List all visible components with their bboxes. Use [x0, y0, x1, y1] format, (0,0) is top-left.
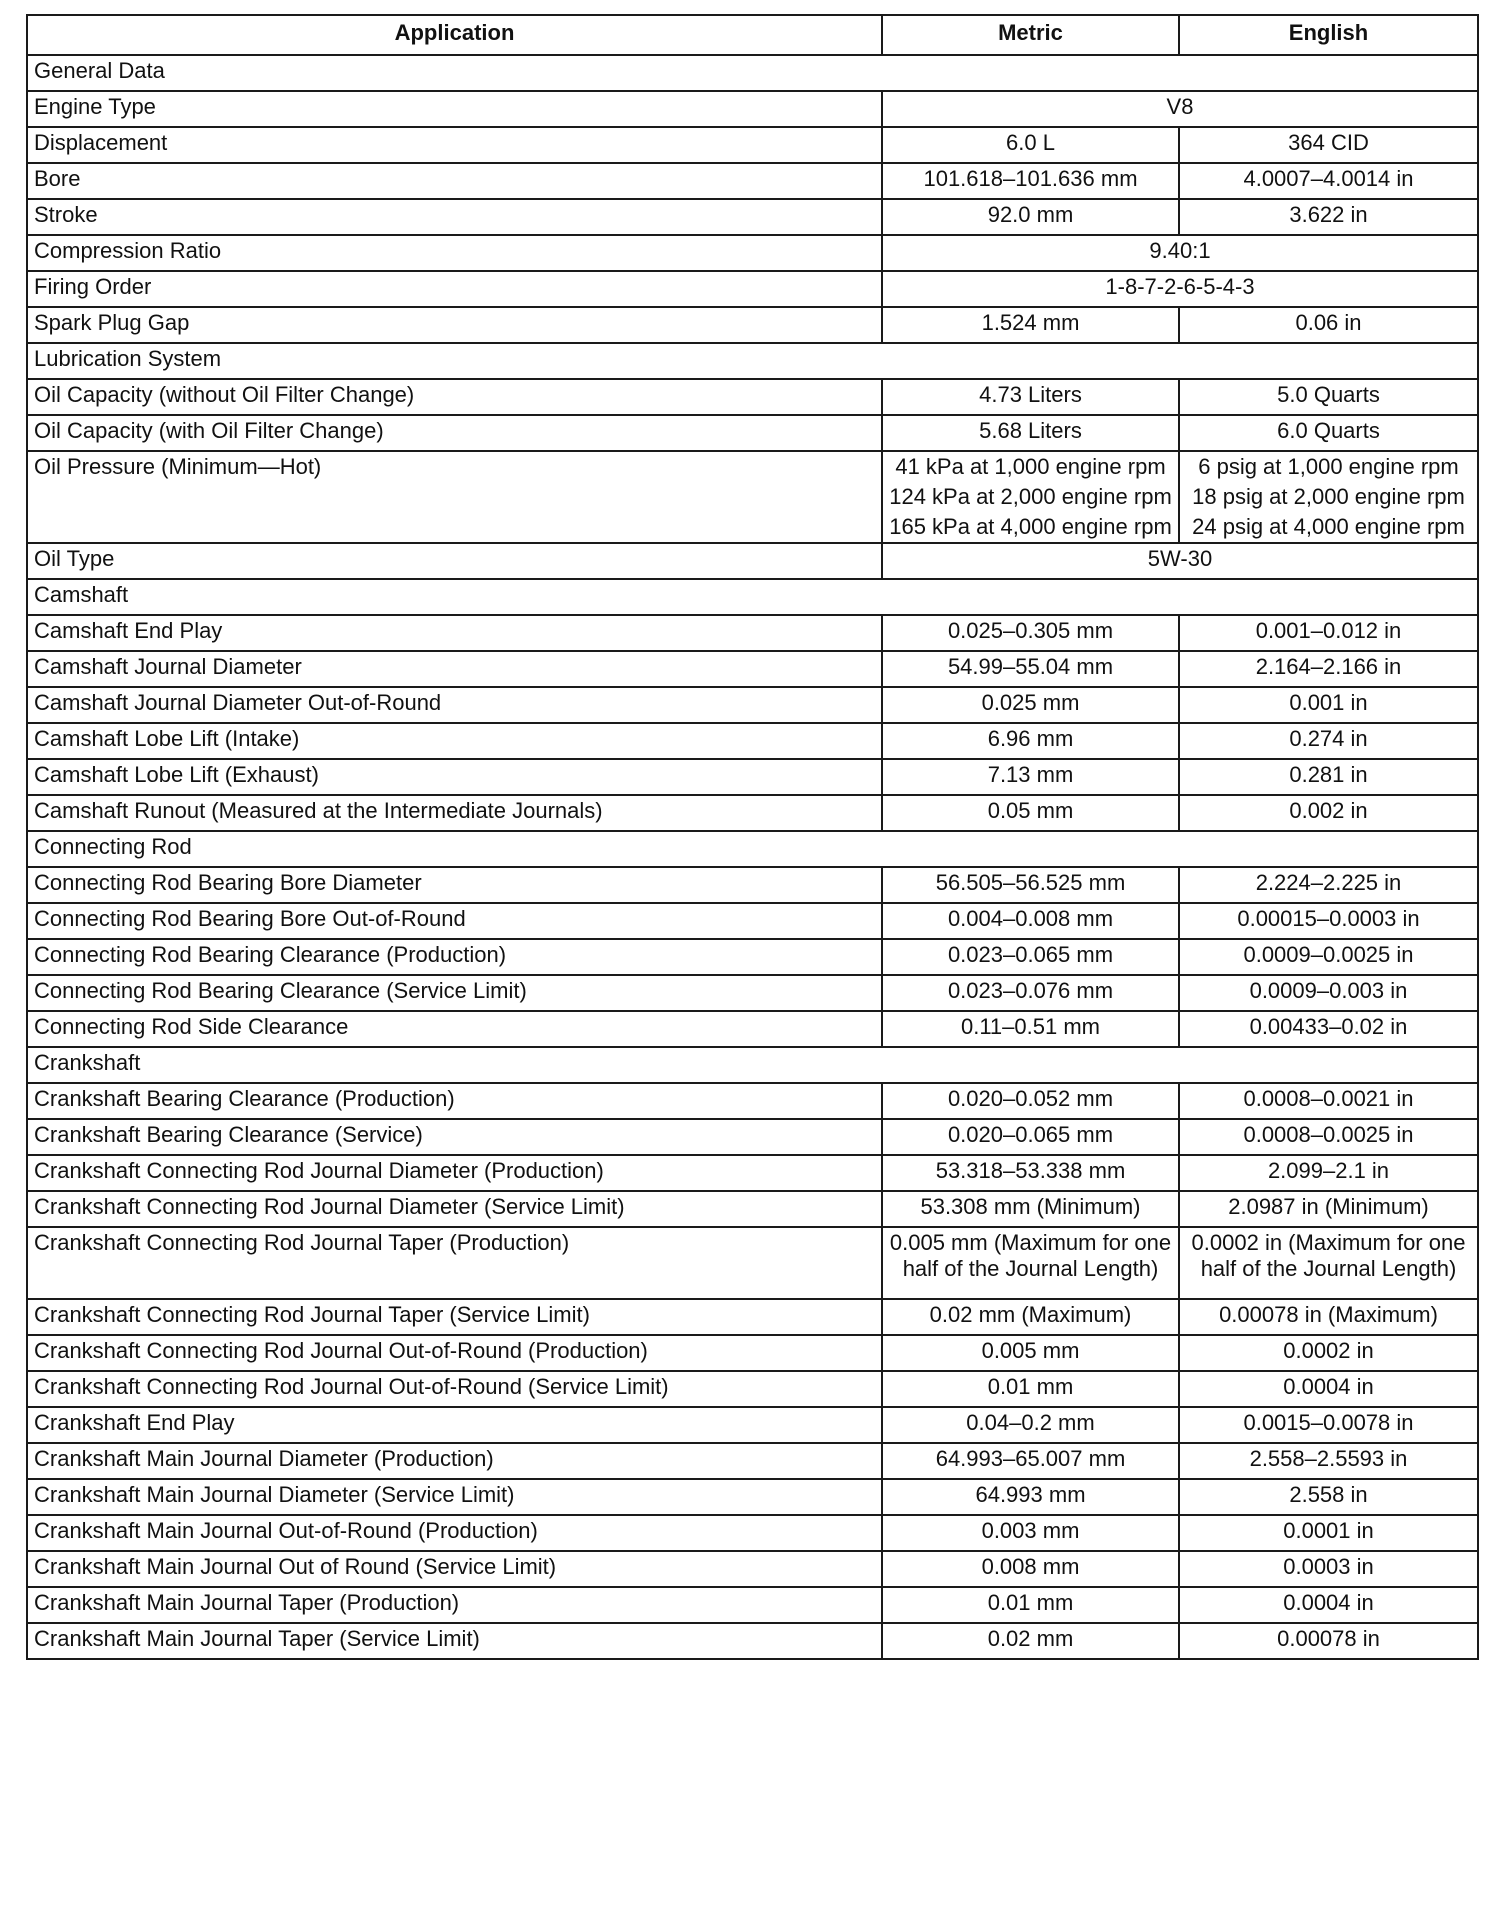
table-row [27, 795, 1478, 831]
metric-cell: 64.993–65.007 mm [882, 1443, 1179, 1479]
application-cell: Camshaft Journal Diameter [27, 651, 882, 687]
metric-cell: 64.993 mm [882, 1479, 1179, 1515]
english-cell: 0.0002 in [1179, 1335, 1478, 1371]
shared-value-cell: 1-8-7-2-6-5-4-3 [882, 271, 1478, 307]
english-cell: 3.622 in [1179, 199, 1478, 235]
english-cell: 0.002 in [1179, 795, 1478, 831]
english-cell: 4.0007–4.0014 in [1179, 163, 1478, 199]
shared-value-cell: 9.40:1 [882, 235, 1478, 271]
section-row [27, 579, 1478, 615]
application-cell: Stroke [27, 199, 882, 235]
english-cell: 2.558 in [1179, 1479, 1478, 1515]
metric-cell: 56.505–56.525 mm [882, 867, 1179, 903]
table-row [27, 1623, 1478, 1659]
application-cell: Crankshaft Main Journal Diameter (Service Limit) [27, 1479, 882, 1515]
metric-cell: 6.0 L [882, 127, 1179, 163]
metric-cell: 0.05 mm [882, 795, 1179, 831]
table-row [27, 651, 1478, 687]
metric-cell: 0.008 mm [882, 1551, 1179, 1587]
metric-cell: 6.96 mm [882, 723, 1179, 759]
table-row [27, 1407, 1478, 1443]
section-row [27, 55, 1478, 91]
table-row [27, 1191, 1478, 1227]
metric-cell: 0.11–0.51 mm [882, 1011, 1179, 1047]
metric-cell: 0.01 mm [882, 1371, 1179, 1407]
table-row [27, 975, 1478, 1011]
header-english: English [1179, 15, 1478, 55]
application-cell: Crankshaft Connecting Rod Journal Diameter (Production) [27, 1155, 882, 1191]
english-cell: 0.001 in [1179, 687, 1478, 723]
metric-cell: 0.005 mm (Maximum for one half of the Journal Length) [882, 1227, 1179, 1299]
english-cell: 0.274 in [1179, 723, 1478, 759]
table-row [27, 379, 1478, 415]
english-value: 18 psig at 2,000 engine rpm [1192, 484, 1465, 509]
metric-cell: 53.308 mm (Minimum) [882, 1191, 1179, 1227]
metric-cell: 0.023–0.076 mm [882, 975, 1179, 1011]
table-row [27, 903, 1478, 939]
metric-value: 41 kPa at 1,000 engine rpm [895, 454, 1166, 479]
application-cell: Crankshaft Connecting Rod Journal Taper (Production) [27, 1227, 882, 1299]
application-cell: Spark Plug Gap [27, 307, 882, 343]
application-cell: Connecting Rod Bearing Clearance (Production) [27, 939, 882, 975]
table-row [27, 415, 1478, 451]
english-cell: 0.281 in [1179, 759, 1478, 795]
english-cell [1179, 451, 1478, 543]
application-cell: Engine Type [27, 91, 882, 127]
english-value: 24 psig at 4,000 engine rpm [1192, 514, 1465, 539]
english-cell: 0.0009–0.0025 in [1179, 939, 1478, 975]
application-cell: Connecting Rod Side Clearance [27, 1011, 882, 1047]
application-cell: Oil Type [27, 543, 882, 579]
metric-cell: 0.005 mm [882, 1335, 1179, 1371]
application-cell: Crankshaft Connecting Rod Journal Diameter (Service Limit) [27, 1191, 882, 1227]
metric-cell: 5.68 Liters [882, 415, 1179, 451]
table-row [27, 199, 1478, 235]
section-title: Camshaft [27, 579, 1478, 615]
table-row [27, 307, 1478, 343]
header-metric: Metric [882, 15, 1179, 55]
table-row [27, 543, 1478, 579]
application-cell: Crankshaft Main Journal Diameter (Production) [27, 1443, 882, 1479]
english-cell: 0.0009–0.003 in [1179, 975, 1478, 1011]
application-cell: Oil Capacity (without Oil Filter Change) [27, 379, 882, 415]
table-row [27, 1083, 1478, 1119]
table-row [27, 1299, 1478, 1335]
table-row [27, 723, 1478, 759]
application-cell: Crankshaft Connecting Rod Journal Out-of-Round (Service Limit) [27, 1371, 882, 1407]
table-row [27, 451, 1478, 543]
application-cell: Crankshaft Connecting Rod Journal Taper (Service Limit) [27, 1299, 882, 1335]
table-row [27, 1119, 1478, 1155]
section-title: General Data [27, 55, 1478, 91]
english-value: 6 psig at 1,000 engine rpm [1198, 454, 1459, 479]
table-row [27, 615, 1478, 651]
table-row [27, 1443, 1478, 1479]
section-title: Lubrication System [27, 343, 1478, 379]
english-cell: 0.06 in [1179, 307, 1478, 343]
application-cell: Bore [27, 163, 882, 199]
metric-cell: 7.13 mm [882, 759, 1179, 795]
application-cell: Connecting Rod Bearing Clearance (Service Limit) [27, 975, 882, 1011]
english-cell: 0.00433–0.02 in [1179, 1011, 1478, 1047]
metric-value: 165 kPa at 4,000 engine rpm [889, 514, 1172, 539]
table-row [27, 163, 1478, 199]
table-row [27, 759, 1478, 795]
application-cell: Camshaft End Play [27, 615, 882, 651]
application-cell: Oil Pressure (Minimum—Hot) [27, 451, 882, 543]
metric-cell: 0.01 mm [882, 1587, 1179, 1623]
metric-cell: 54.99–55.04 mm [882, 651, 1179, 687]
english-cell: 0.00078 in (Maximum) [1179, 1299, 1478, 1335]
application-cell: Connecting Rod Bearing Bore Out-of-Round [27, 903, 882, 939]
header-application: Application [27, 15, 882, 55]
english-cell: 2.224–2.225 in [1179, 867, 1478, 903]
section-row [27, 1047, 1478, 1083]
metric-cell: 0.003 mm [882, 1515, 1179, 1551]
section-title: Crankshaft [27, 1047, 1478, 1083]
metric-cell: 0.023–0.065 mm [882, 939, 1179, 975]
header-row [27, 15, 1478, 55]
metric-cell: 0.025–0.305 mm [882, 615, 1179, 651]
table-row [27, 1479, 1478, 1515]
application-cell: Camshaft Lobe Lift (Exhaust) [27, 759, 882, 795]
english-cell: 0.0008–0.0021 in [1179, 1083, 1478, 1119]
english-cell: 0.0001 in [1179, 1515, 1478, 1551]
shared-value-cell: 5W-30 [882, 543, 1478, 579]
english-cell: 0.00078 in [1179, 1623, 1478, 1659]
metric-cell: 1.524 mm [882, 307, 1179, 343]
english-cell: 2.558–2.5593 in [1179, 1443, 1478, 1479]
engine-spec-table [26, 14, 1479, 1660]
table-row [27, 91, 1478, 127]
application-cell: Crankshaft End Play [27, 1407, 882, 1443]
metric-cell: 101.618–101.636 mm [882, 163, 1179, 199]
metric-cell: 0.004–0.008 mm [882, 903, 1179, 939]
english-cell: 2.099–2.1 in [1179, 1155, 1478, 1191]
english-cell: 0.0004 in [1179, 1587, 1478, 1623]
english-cell: 0.0008–0.0025 in [1179, 1119, 1478, 1155]
metric-value: 124 kPa at 2,000 engine rpm [889, 484, 1172, 509]
application-cell: Connecting Rod Bearing Bore Diameter [27, 867, 882, 903]
english-cell: 0.0004 in [1179, 1371, 1478, 1407]
table-row [27, 235, 1478, 271]
section-row [27, 343, 1478, 379]
application-cell: Firing Order [27, 271, 882, 307]
english-cell: 0.0003 in [1179, 1551, 1478, 1587]
table-row [27, 1587, 1478, 1623]
english-cell: 5.0 Quarts [1179, 379, 1478, 415]
table-row [27, 1335, 1478, 1371]
table-row [27, 867, 1478, 903]
english-cell: 6.0 Quarts [1179, 415, 1478, 451]
metric-cell: 92.0 mm [882, 199, 1179, 235]
application-cell: Crankshaft Connecting Rod Journal Out-of-Round (Production) [27, 1335, 882, 1371]
application-cell: Oil Capacity (with Oil Filter Change) [27, 415, 882, 451]
metric-cell: 4.73 Liters [882, 379, 1179, 415]
english-cell: 2.0987 in (Minimum) [1179, 1191, 1478, 1227]
english-cell: 2.164–2.166 in [1179, 651, 1478, 687]
application-cell: Crankshaft Main Journal Out of Round (Service Limit) [27, 1551, 882, 1587]
metric-cell: 0.02 mm (Maximum) [882, 1299, 1179, 1335]
metric-cell [882, 451, 1179, 543]
section-row [27, 831, 1478, 867]
table-row [27, 127, 1478, 163]
table-row [27, 1371, 1478, 1407]
application-cell: Crankshaft Main Journal Taper (Production) [27, 1587, 882, 1623]
application-cell: Camshaft Lobe Lift (Intake) [27, 723, 882, 759]
application-cell: Crankshaft Main Journal Taper (Service Limit) [27, 1623, 882, 1659]
metric-cell: 0.020–0.065 mm [882, 1119, 1179, 1155]
metric-cell: 0.025 mm [882, 687, 1179, 723]
metric-cell: 0.02 mm [882, 1623, 1179, 1659]
application-cell: Displacement [27, 127, 882, 163]
application-cell: Camshaft Runout (Measured at the Intermediate Journals) [27, 795, 882, 831]
shared-value-cell: V8 [882, 91, 1478, 127]
english-cell: 0.001–0.012 in [1179, 615, 1478, 651]
application-cell: Crankshaft Main Journal Out-of-Round (Production) [27, 1515, 882, 1551]
table-row [27, 1155, 1478, 1191]
metric-cell: 0.020–0.052 mm [882, 1083, 1179, 1119]
english-cell: 0.00015–0.0003 in [1179, 903, 1478, 939]
table-row [27, 1227, 1478, 1299]
metric-cell: 0.04–0.2 mm [882, 1407, 1179, 1443]
english-cell: 0.0015–0.0078 in [1179, 1407, 1478, 1443]
table-row [27, 687, 1478, 723]
table-row [27, 939, 1478, 975]
table-row [27, 1515, 1478, 1551]
application-cell: Compression Ratio [27, 235, 882, 271]
section-title: Connecting Rod [27, 831, 1478, 867]
metric-cell: 53.318–53.338 mm [882, 1155, 1179, 1191]
english-cell: 364 CID [1179, 127, 1478, 163]
application-cell: Crankshaft Bearing Clearance (Service) [27, 1119, 882, 1155]
table-row [27, 271, 1478, 307]
english-cell: 0.0002 in (Maximum for one half of the Journal Length) [1179, 1227, 1478, 1299]
table-row [27, 1011, 1478, 1047]
application-cell: Crankshaft Bearing Clearance (Production) [27, 1083, 882, 1119]
application-cell: Camshaft Journal Diameter Out-of-Round [27, 687, 882, 723]
table-row [27, 1551, 1478, 1587]
